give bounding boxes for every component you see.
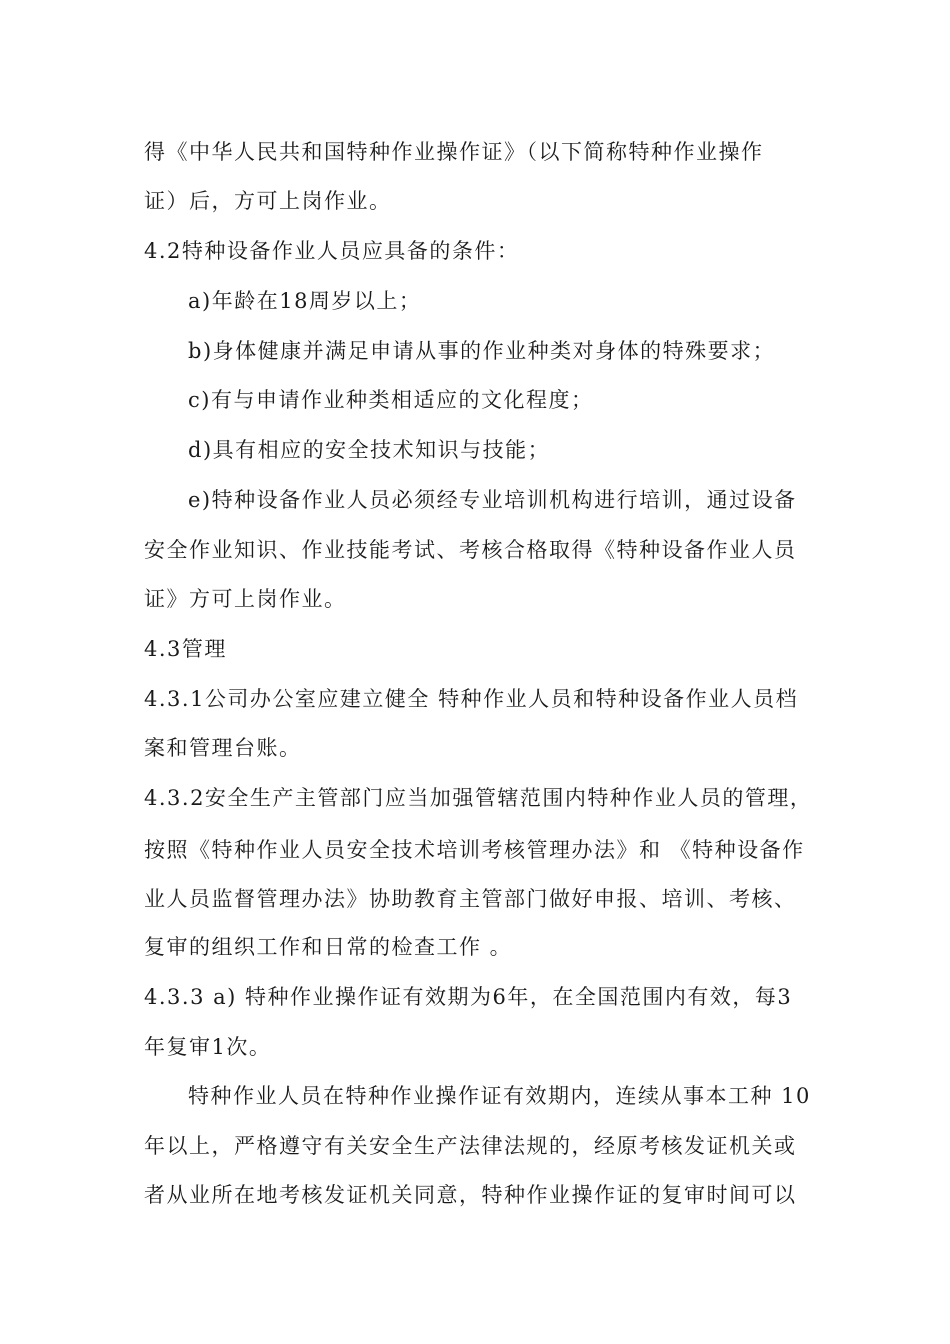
section-heading: 4.3管理 [144, 637, 227, 661]
paragraph-line: 4.3.2安全生产主管部门应当加强管辖范围内特种作业人员的管理， [144, 786, 813, 810]
paragraph-line: 证）后，方可上岗作业。 [144, 189, 392, 213]
section-heading: 4.2特种设备作业人员应具备的条件： [144, 239, 520, 263]
paragraph-line: 年复审1次。 [144, 1035, 272, 1059]
paragraph-line: 业人员监督管理办法》协助教育主管部门做好申报、培训、考核、 [144, 887, 797, 911]
list-item: a)年龄在18周岁以上； [188, 289, 422, 313]
paragraph-line: 得《中华人民共和国特种作业操作证》（以下简称特种作业操作 [144, 140, 764, 164]
paragraph-line: 特种作业人员在特种作业操作证有效期内，连续从事本工种 10 [188, 1084, 811, 1108]
list-item: d)具有相应的安全技术知识与技能； [188, 438, 551, 462]
list-item: e)特种设备作业人员必须经专业培训机构进行培训，通过设备 [188, 488, 797, 512]
paragraph-line: 者从业所在地考核发证机关同意，特种作业操作证的复审时间可以 [144, 1183, 797, 1207]
paragraph-line: 证》方可上岗作业。 [144, 587, 347, 611]
paragraph-line: 4.3.1公司办公室应建立健全 特种作业人员和特种设备作业人员档 [144, 687, 799, 711]
paragraph-line: 安全作业知识、作业技能考试、考核合格取得《特种设备作业人员 [144, 538, 797, 562]
paragraph-line: 年以上，严格遵守有关安全生产法律法规的，经原考核发证机关或 [144, 1134, 797, 1158]
paragraph-line: 复审的组织工作和日常的检查工作 。 [144, 935, 513, 959]
list-item: c)有与申请作业种类相适应的文化程度； [188, 388, 594, 412]
paragraph-line: 4.3.3 a) 特种作业操作证有效期为6年，在全国范围内有效，每3 [144, 985, 793, 1009]
list-item: b)身体健康并满足申请从事的作业种类对身体的特殊要求； [188, 339, 776, 363]
paragraph-line: 按照《特种作业人员安全技术培训考核管理办法》和 《特种设备作 [144, 838, 805, 862]
paragraph-line: 案和管理台账。 [144, 736, 302, 760]
